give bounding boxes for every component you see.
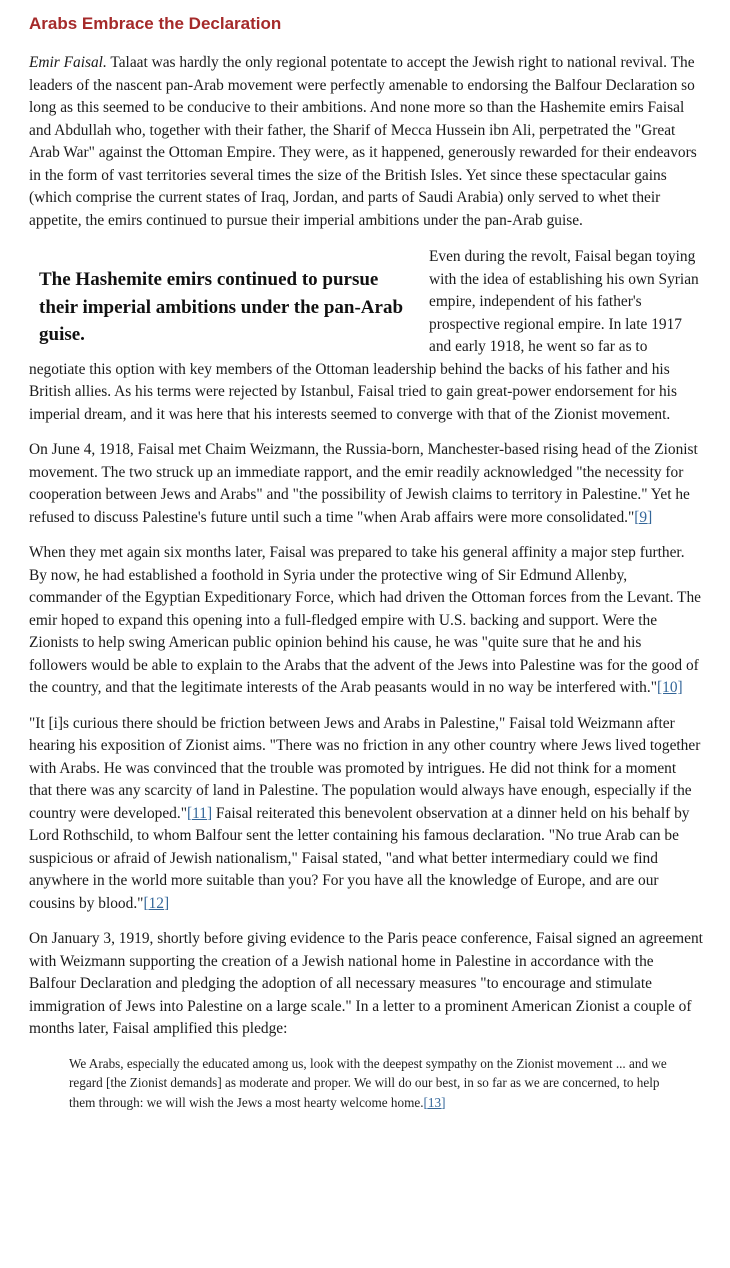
paragraph-text: Faisal reiterated this benevolent observation at a dinner held on his behalf by Lord Rothschild, to whom Balfour sent the letter containing his famous declaration. "No true Arab can be suspicious or afraid of Jewish nationalism," Faisal stated, "and what better intermediary could we find anywhere in the world more suitable than you? For you have all the knowledge of Europe, and are our cousins by blood." (29, 804, 690, 912)
paragraph-agreement: On January 3, 1919, shortly before giving evidence to the Paris peace conference, Faisal signed an agreement with Weizmann supporting the creation of a Jewish national home in Palestine in accordance with the Balfour Declaration and pledging the adoption of all necessary measures "to encourage and stimulate immigration of Jews into Palestine on a large scale." In a letter to a prominent American Zionist a couple of months later, Faisal amplified this pledge: (29, 930, 703, 1037)
article-body (29, 52, 703, 1112)
pull-quote: The Hashemite emirs continued to pursue their imperial ambitions under the pan-Arab guise. (39, 269, 404, 345)
paragraph-friction (29, 713, 703, 916)
paragraph-text: Talaat was hardly the only regional potentate to accept the Jewish right to national revival. The leaders of the nascent pan-Arab movement were perfectly amenable to endorsing the Balfour Declaration so long as this seemed to be conducive to their ambitions. And none more so than the Hashemite emirs Faisal and Abdullah who, together with their father, the Sharif of Mecca Hussein ibn Ali, perpetrated the "Great Arab War" against the Ottoman Empire. They were, as it happened, generously rewarded for their endeavors in the form of vast territories several times the size of the British Isles. Yet since these spectacular gains (which comprise the current states of Iraq, Jordan, and parts of Saudi Arabia) only served to whet their appetite, the emirs continued to pursue their imperial ambitions under the pan-Arab guise. (29, 54, 697, 229)
footnote-link-10[interactable]: [10] (657, 679, 683, 696)
paragraph-june-meeting (29, 439, 703, 529)
footnote-link-9[interactable]: [9] (634, 508, 653, 526)
block-quote (69, 1054, 673, 1113)
paragraph-text: When they met again six months later, Faisal was prepared to take his general affinity a major step further. By now, he had established a foothold in Syria under the protective wing of Sir Edmund Allenby, commander of the Egyptian Expeditionary Force, which had driven the Ottoman forces from the Levant. The emir hoped to expand this opening into a full-fledged empire with U.S. backing and support. Were the Zionists to help swing American public opinion behind his cause, he was "quite sure that he and his followers would be able to explain to the Arabs that the advent of the Jews into Palestine was for the good of the country, and that the legitimate interests of the Arab peasants would in no way be interfered with." (29, 544, 701, 696)
section-heading: Arabs Embrace the Declaration (29, 14, 282, 33)
footnote-link-13[interactable]: [13] (423, 1094, 446, 1110)
paragraph-revolt: Even during the revolt, Faisal began toying with the idea of establishing his own Syrian empire, independent of his father's prospective regional empire. In late 1917 and early 1918, he went so far as to negotiate this option with key members of the Ottoman leadership behind the backs of his father and his British allies. As his terms were rejected by Istanbul, Faisal tried to gain great-power endorsement for his imperial dream, and it was here that his interests seemed to converge with that of the Zionist movement. (29, 248, 699, 423)
paragraph-text: On June 4, 1918, Faisal met Chaim Weizmann, the Russia-born, Manchester-based rising head of the Zionist movement. The two struck up an immediate rapport, and the emir readily acknowledged "the necessity for cooperation between Jews and Arabs" and "the possibility of Jewish claims to territory in Palestine." Yet he refused to discuss Palestine's future until such a time "when Arab affairs were more consolidated." (29, 441, 698, 526)
paragraph-text: "It [i]s curious there should be friction between Jews and Arabs in Palestine," Faisal told Weizmann after hearing his exposition of Zionist aims. "There was no friction in any other country where Jews lived together with Arabs. He was convinced that the trouble was promoted by intrigues. He did not think for a moment that there was any scarcity of land in Palestine. The population would always have enough, especially if the country were developed." (29, 714, 701, 822)
paragraph-lead-italic: Emir Faisal. (29, 54, 107, 71)
quote-text: We Arabs, especially the educated among us, look with the deepest sympathy on the Zionist movement ... and we regard [the Zionist demands] as moderate and proper. We will do our best, in so far as we are concerned, to help them through: we will wish the Jews a most hearty welcome home. (69, 1055, 667, 1110)
footnote-link-12[interactable]: [12] (143, 894, 170, 912)
paragraph-emir-faisal (29, 52, 703, 232)
paragraph-second-meeting (29, 542, 703, 700)
footnote-link-11[interactable]: [11] (187, 804, 213, 822)
